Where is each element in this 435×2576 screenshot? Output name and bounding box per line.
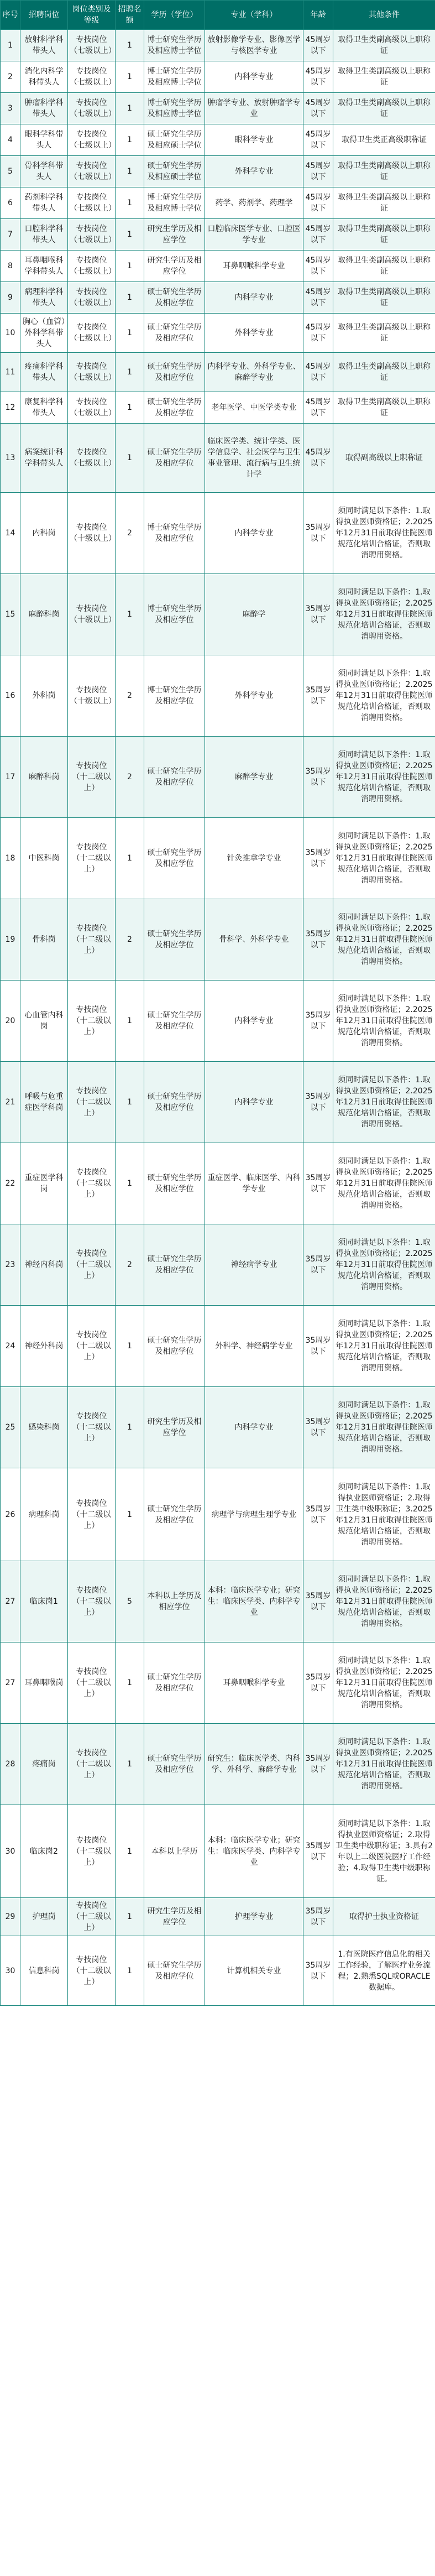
row-major: 肿瘤学专业、放射肿瘤学专业 [205, 93, 303, 124]
row-education: 硕士研究生学历及相应硕士学位 [144, 156, 205, 187]
row-count: 1 [116, 818, 144, 899]
row-education: 硕士研究生学历及相应学位 [144, 1468, 205, 1561]
table-row [1, 251, 435, 282]
row-count: 1 [116, 1062, 144, 1143]
row-major: 内科学专业 [205, 61, 303, 93]
table-row [1, 1805, 435, 1898]
row-category: 专技岗位（十级以上） [68, 655, 116, 737]
row-other-conditions: 须同时满足以下条件：1.取得执业医师资格证；2.2025年12月31日前取得住院医师规范化培训合格证，否则取消聘用资格。 [333, 1143, 435, 1224]
row-education: 硕士研究生学历及相应学位 [144, 1306, 205, 1387]
table-row [1, 156, 435, 187]
row-major: 病理学与病理生理学专业 [205, 1468, 303, 1561]
table-row [1, 124, 435, 156]
row-major: 内科学专业、外科学专业、麻醉学专业 [205, 353, 303, 392]
row-category: 专技岗位（十二级以上） [68, 1387, 116, 1468]
row-other-conditions: 须同时满足以下条件：1.取得执业医师资格证；2.2025年12月31日前取得住院医师规范化培训合格证，否则取消聘用资格。 [333, 655, 435, 737]
row-major: 重症医学、临床医学、内科学专业 [205, 1143, 303, 1224]
row-other-conditions: 取得卫生类副高级以上职称证 [333, 282, 435, 314]
row-age: 35周岁以下 [303, 574, 333, 655]
col-header-major: 专业（学科） [205, 1, 303, 30]
row-no: 13 [1, 424, 20, 493]
row-age: 45周岁以下 [303, 93, 333, 124]
row-other-conditions: 须同时满足以下条件：1.取得执业医师资格证；2.2025年12月31日前取得住院医师规范化培训合格证，否则取消聘用资格。 [333, 1724, 435, 1805]
row-education: 博士研究生学历及相应博士学位 [144, 93, 205, 124]
row-count: 1 [116, 981, 144, 1062]
row-other-conditions: 取得卫生类副高级以上职称证 [333, 61, 435, 93]
row-position: 耳鼻咽喉科学科带头人 [20, 251, 68, 282]
row-category: 专技岗位（七级以上） [68, 30, 116, 61]
table-row [1, 1143, 435, 1224]
row-category: 专技岗位（七级以上） [68, 353, 116, 392]
row-education: 研究生学历及相应学位 [144, 251, 205, 282]
row-category: 专技岗位（七级以上） [68, 392, 116, 424]
row-count: 2 [116, 737, 144, 818]
table-row [1, 314, 435, 353]
row-education: 硕士研究生学历及相应学位 [144, 1936, 205, 2006]
row-education: 博士研究生学历及相应学位 [144, 655, 205, 737]
row-count: 1 [116, 282, 144, 314]
row-no: 29 [1, 1898, 20, 1936]
row-position: 骨科学科带头人 [20, 156, 68, 187]
row-count: 1 [116, 574, 144, 655]
row-no: 17 [1, 737, 20, 818]
row-age: 35周岁以下 [303, 1936, 333, 2006]
row-category: 专技岗位（十二级以上） [68, 1062, 116, 1143]
row-major: 老年医学、中医学类专业 [205, 392, 303, 424]
row-major: 放射影像学专业、影像医学与核医学专业 [205, 30, 303, 61]
row-major: 内科学专业 [205, 1387, 303, 1468]
row-education: 硕士研究生学历及相应学位 [144, 1062, 205, 1143]
row-count: 2 [116, 1224, 144, 1306]
row-age: 45周岁以下 [303, 353, 333, 392]
row-position: 骨科岗 [20, 899, 68, 981]
table-row [1, 737, 435, 818]
table-row [1, 219, 435, 251]
row-major: 本科：临床医学专业；研究生：临床医学类、内科学专业 [205, 1805, 303, 1898]
row-major: 耳鼻咽喉科学专业 [205, 1642, 303, 1724]
row-other-conditions: 须同时满足以下条件：1.取得执业医师资格证；2.2025年12月31日前取得住院医师规范化培训合格证，否则取消聘用资格。 [333, 574, 435, 655]
row-other-conditions: 须同时满足以下条件：1.取得执业医师资格证；2.2025年12月31日前取得住院医师规范化培训合格证，否则取消聘用资格。 [333, 818, 435, 899]
row-no: 22 [1, 1143, 20, 1224]
row-no: 23 [1, 1224, 20, 1306]
row-major: 内科学专业 [205, 981, 303, 1062]
row-age: 45周岁以下 [303, 187, 333, 219]
row-education: 硕士研究生学历及相应学位 [144, 1642, 205, 1724]
row-other-conditions: 取得卫生类副高级以上职称证 [333, 392, 435, 424]
row-other-conditions: 须同时满足以下条件：1.取得执业医师资格证；2.2025年12月31日前取得住院医师规范化培训合格证，否则取消聘用资格。 [333, 1224, 435, 1306]
row-major: 内科学专业 [205, 1062, 303, 1143]
row-age: 35周岁以下 [303, 1642, 333, 1724]
row-category: 专技岗位（十级以上） [68, 574, 116, 655]
row-position: 外科岗 [20, 655, 68, 737]
row-age: 35周岁以下 [303, 1062, 333, 1143]
row-education: 本科以上学历及相应学位 [144, 1561, 205, 1642]
row-category: 专技岗位（七级以上） [68, 124, 116, 156]
row-no: 26 [1, 1468, 20, 1561]
row-other-conditions: 取得卫生类副高级以上职称证 [333, 353, 435, 392]
row-category: 专技岗位（七级以上） [68, 251, 116, 282]
row-education: 硕士研究生学历及相应学位 [144, 1224, 205, 1306]
row-position: 临床岗1 [20, 1561, 68, 1642]
row-no: 8 [1, 251, 20, 282]
row-education: 研究生学历及相应学位 [144, 1898, 205, 1936]
row-major: 临床医学类、统计学类、医学信息学、社会医学与卫生事业管理、流行病与卫生统计学 [205, 424, 303, 493]
table-row [1, 1224, 435, 1306]
table-row [1, 981, 435, 1062]
table-row [1, 61, 435, 93]
row-category: 专技岗位（十二级以上） [68, 1306, 116, 1387]
row-major: 内科学专业 [205, 282, 303, 314]
row-position: 口腔科学科带头人 [20, 219, 68, 251]
table-row [1, 818, 435, 899]
row-age: 45周岁以下 [303, 156, 333, 187]
row-position: 麻醉科岗 [20, 737, 68, 818]
row-education: 硕士研究生学历及相应学位 [144, 737, 205, 818]
row-count: 1 [116, 93, 144, 124]
row-position: 内科岗 [20, 493, 68, 574]
row-position: 药剂科学科带头人 [20, 187, 68, 219]
table-row [1, 899, 435, 981]
row-count: 1 [116, 1936, 144, 2006]
row-category: 专技岗位（七级以上） [68, 424, 116, 493]
row-no: 4 [1, 124, 20, 156]
row-education: 硕士研究生学历及相应学位 [144, 818, 205, 899]
row-category: 专技岗位（七级以上） [68, 156, 116, 187]
table-row [1, 1561, 435, 1642]
row-other-conditions: 取得护士执业资格证 [333, 1898, 435, 1936]
row-no: 5 [1, 156, 20, 187]
row-age: 35周岁以下 [303, 493, 333, 574]
row-position: 眼科学科带头人 [20, 124, 68, 156]
row-age: 35周岁以下 [303, 1805, 333, 1898]
row-category: 专技岗位（十二级以上） [68, 737, 116, 818]
row-other-conditions: 取得副高级以上职称证 [333, 424, 435, 493]
row-no: 1 [1, 30, 20, 61]
row-age: 45周岁以下 [303, 219, 333, 251]
row-other-conditions: 取得卫生类副高级以上职称证 [333, 251, 435, 282]
row-position: 胸心（血管）外科学科带头人 [20, 314, 68, 353]
row-education: 本科以上学历 [144, 1805, 205, 1898]
row-age: 35周岁以下 [303, 1561, 333, 1642]
row-age: 35周岁以下 [303, 981, 333, 1062]
table-row [1, 1062, 435, 1143]
row-position: 神经内科岗 [20, 1224, 68, 1306]
row-position: 信息科岗 [20, 1936, 68, 2006]
row-position: 呼吸与危重症医学科岗 [20, 1062, 68, 1143]
table-row [1, 1306, 435, 1387]
row-no: 10 [1, 314, 20, 353]
row-age: 45周岁以下 [303, 30, 333, 61]
row-major: 研究生：临床医学类、内科学、外科学、麻醉学专业 [205, 1724, 303, 1805]
row-education: 博士研究生学历及相应博士学位 [144, 187, 205, 219]
row-count: 2 [116, 655, 144, 737]
row-position: 神经外科岗 [20, 1306, 68, 1387]
row-no: 27 [1, 1642, 20, 1724]
row-education: 硕士研究生学历及相应学位 [144, 282, 205, 314]
row-major: 口腔临床医学专业、口腔医学专业 [205, 219, 303, 251]
row-education: 硕士研究生学历及相应学位 [144, 424, 205, 493]
row-count: 1 [116, 1387, 144, 1468]
row-position: 重症医学科岗 [20, 1143, 68, 1224]
row-major: 耳鼻咽喉科学专业 [205, 251, 303, 282]
table-row [1, 1642, 435, 1724]
row-major: 外科学专业 [205, 314, 303, 353]
row-count: 1 [116, 1724, 144, 1805]
row-count: 1 [116, 1642, 144, 1724]
table-row [1, 1898, 435, 1936]
row-education: 研究生学历及相应学位 [144, 219, 205, 251]
row-position: 耳鼻咽喉岗 [20, 1642, 68, 1724]
row-no: 6 [1, 187, 20, 219]
row-major: 眼科学专业 [205, 124, 303, 156]
row-no: 30 [1, 1805, 20, 1898]
row-position: 放射科学科带头人 [20, 30, 68, 61]
row-category: 专技岗位（七级以上） [68, 282, 116, 314]
row-age: 35周岁以下 [303, 737, 333, 818]
row-category: 专技岗位（十二级以上） [68, 899, 116, 981]
row-other-conditions: 取得卫生类副高级以上职称证 [333, 156, 435, 187]
row-category: 专技岗位（十二级以上） [68, 1561, 116, 1642]
row-age: 45周岁以下 [303, 124, 333, 156]
row-position: 中医科岗 [20, 818, 68, 899]
row-no: 7 [1, 219, 20, 251]
row-age: 35周岁以下 [303, 655, 333, 737]
row-count: 5 [116, 1561, 144, 1642]
row-education: 博士研究生学历及相应学位 [144, 574, 205, 655]
row-other-conditions: 须同时满足以下条件：1.取得执业医师资格证；2.2025年12月31日前取得住院医师规范化培训合格证，否则取消聘用资格。 [333, 1306, 435, 1387]
row-other-conditions: 须同时满足以下条件：1.取得执业医师资格证；2.2025年12月31日前取得住院医师规范化培训合格证，否则取消聘用资格。 [333, 493, 435, 574]
col-header-category: 岗位类别及等级 [68, 1, 116, 30]
table-row [1, 30, 435, 61]
row-age: 35周岁以下 [303, 1468, 333, 1561]
table-row [1, 1387, 435, 1468]
row-other-conditions: 须同时满足以下条件：1.取得执业医师资格证；2.取得卫生类中级职称证；3.具有2年以上二级医院医疗工作经验；4.取得卫生类中级职称证。 [333, 1805, 435, 1898]
row-position: 麻醉科岗 [20, 574, 68, 655]
row-age: 35周岁以下 [303, 1306, 333, 1387]
row-no: 18 [1, 818, 20, 899]
row-count: 1 [116, 219, 144, 251]
row-other-conditions: 须同时满足以下条件：1.取得执业医师资格证；2.2025年12月31日前取得住院医师规范化培训合格证，否则取消聘用资格。 [333, 899, 435, 981]
row-category: 专技岗位（七级以上） [68, 219, 116, 251]
table-row [1, 424, 435, 493]
row-category: 专技岗位（十级以上） [68, 493, 116, 574]
row-other-conditions: 取得卫生类副高级以上职称证 [333, 219, 435, 251]
row-other-conditions: 须同时满足以下条件：1.取得执业医师资格证；2.取得卫生类中级职称证；3.2025年12月31日前取得住院医师规范化培训合格证，否则取消聘用资格。 [333, 1468, 435, 1561]
row-category: 专技岗位（十二级以上） [68, 818, 116, 899]
table-row [1, 187, 435, 219]
table-row [1, 493, 435, 574]
row-count: 1 [116, 251, 144, 282]
row-position: 护理岗 [20, 1898, 68, 1936]
row-other-conditions: 取得卫生类副高级以上职称证 [333, 314, 435, 353]
row-age: 35周岁以下 [303, 1387, 333, 1468]
row-age: 45周岁以下 [303, 424, 333, 493]
row-other-conditions: 取得卫生类正高级职称证 [333, 124, 435, 156]
row-age: 45周岁以下 [303, 392, 333, 424]
row-position: 病案统计科学科带头人 [20, 424, 68, 493]
row-position: 肿瘤科学科带头人 [20, 93, 68, 124]
table-header [1, 1, 435, 30]
row-count: 1 [116, 124, 144, 156]
table-row [1, 1468, 435, 1561]
row-count: 1 [116, 1306, 144, 1387]
row-no: 28 [1, 1724, 20, 1805]
header-row [1, 1, 435, 30]
row-education: 硕士研究生学历及相应学位 [144, 314, 205, 353]
row-age: 45周岁以下 [303, 61, 333, 93]
row-age: 45周岁以下 [303, 251, 333, 282]
col-header-count: 招聘名额 [116, 1, 144, 30]
table-row [1, 1724, 435, 1805]
row-age: 35周岁以下 [303, 1143, 333, 1224]
row-no: 20 [1, 981, 20, 1062]
row-major: 计算机相关专业 [205, 1936, 303, 2006]
row-no: 30 [1, 1936, 20, 2006]
row-other-conditions: 取得卫生类副高级以上职称证 [333, 93, 435, 124]
row-education: 硕士研究生学历及相应学位 [144, 353, 205, 392]
row-education: 硕士研究生学历及相应硕士学位 [144, 124, 205, 156]
row-no: 19 [1, 899, 20, 981]
row-major: 针灸推拿学专业 [205, 818, 303, 899]
row-other-conditions: 须同时满足以下条件：1.取得执业医师资格证；2.2025年12月31日前取得住院医师规范化培训合格证，否则取消聘用资格。 [333, 1062, 435, 1143]
row-no: 11 [1, 353, 20, 392]
row-other-conditions: 须同时满足以下条件：1.取得执业医师资格证；2.2025年12月31日前取得住院医师规范化培训合格证，否则取消聘用资格。 [333, 1642, 435, 1724]
row-no: 27 [1, 1561, 20, 1642]
row-no: 2 [1, 61, 20, 93]
row-education: 博士研究生学历及相应博士学位 [144, 61, 205, 93]
row-major: 外科学专业 [205, 156, 303, 187]
row-category: 专技岗位（十二级以上） [68, 1143, 116, 1224]
row-position: 感染科岗 [20, 1387, 68, 1468]
table-row [1, 353, 435, 392]
row-position: 病理科岗 [20, 1468, 68, 1561]
row-major: 麻醉学 [205, 574, 303, 655]
row-age: 35周岁以下 [303, 818, 333, 899]
row-other-conditions: 须同时满足以下条件：1.取得执业医师资格证；2.2025年12月31日前取得住院医师规范化培训合格证，否则取消聘用资格。 [333, 1387, 435, 1468]
row-no: 24 [1, 1306, 20, 1387]
row-category: 专技岗位（十二级以上） [68, 1468, 116, 1561]
row-no: 21 [1, 1062, 20, 1143]
row-category: 专技岗位（十二级以上） [68, 1898, 116, 1936]
row-count: 2 [116, 899, 144, 981]
table-row [1, 392, 435, 424]
row-position: 心血管内科岗 [20, 981, 68, 1062]
col-header-position: 招聘岗位 [20, 1, 68, 30]
row-other-conditions: 取得卫生类副高级以上职称证 [333, 30, 435, 61]
row-position: 临床岗2 [20, 1805, 68, 1898]
row-education: 硕士研究生学历及相应学位 [144, 1724, 205, 1805]
row-count: 1 [116, 314, 144, 353]
row-major: 骨科学、外科学专业 [205, 899, 303, 981]
row-age: 45周岁以下 [303, 314, 333, 353]
row-no: 16 [1, 655, 20, 737]
row-position: 消化内科学科带头人 [20, 61, 68, 93]
table-body [1, 30, 435, 2006]
row-education: 硕士研究生学历及相应学位 [144, 981, 205, 1062]
row-count: 1 [116, 353, 144, 392]
row-category: 专技岗位（十二级以上） [68, 1724, 116, 1805]
row-count: 1 [116, 30, 144, 61]
row-other-conditions: 1.有医院医疗信息化的相关工作经验，了解医疗业务流程；2.熟悉SQL或ORACLE数据库。 [333, 1936, 435, 2006]
row-category: 专技岗位（七级以上） [68, 93, 116, 124]
col-header-age: 年龄 [303, 1, 333, 30]
table-row [1, 655, 435, 737]
row-category: 专技岗位（十二级以上） [68, 981, 116, 1062]
row-education: 硕士研究生学历及相应学位 [144, 899, 205, 981]
row-education: 博士研究生学历及相应博士学位 [144, 30, 205, 61]
row-count: 1 [116, 61, 144, 93]
row-major: 护理学专业 [205, 1898, 303, 1936]
row-education: 博士研究生学历及相应学位 [144, 493, 205, 574]
col-header-no: 序号 [1, 1, 20, 30]
row-no: 14 [1, 493, 20, 574]
row-no: 3 [1, 93, 20, 124]
row-education: 研究生学历及相应学位 [144, 1387, 205, 1468]
row-count: 2 [116, 493, 144, 574]
row-major: 本科：临床医学专业；研究生：临床医学类、内科学专业 [205, 1561, 303, 1642]
row-category: 专技岗位（十二级以上） [68, 1642, 116, 1724]
row-major: 外科学、神经病学专业 [205, 1306, 303, 1387]
table-row [1, 574, 435, 655]
row-category: 专技岗位（十二级以上） [68, 1224, 116, 1306]
row-count: 1 [116, 392, 144, 424]
row-age: 35周岁以下 [303, 1898, 333, 1936]
row-position: 康复科学科带头人 [20, 392, 68, 424]
row-age: 35周岁以下 [303, 899, 333, 981]
row-position: 疼痛岗 [20, 1724, 68, 1805]
row-major: 外科学专业 [205, 655, 303, 737]
row-no: 9 [1, 282, 20, 314]
row-count: 1 [116, 1468, 144, 1561]
row-category: 专技岗位（十二级以上） [68, 1805, 116, 1898]
col-header-other: 其他条件 [333, 1, 435, 30]
row-age: 35周岁以下 [303, 1724, 333, 1805]
row-major: 药学、药剂学、药理学 [205, 187, 303, 219]
row-other-conditions: 须同时满足以下条件：1.取得执业医师资格证；2.2025年12月31日前取得住院医师规范化培训合格证，否则取消聘用资格。 [333, 737, 435, 818]
row-count: 1 [116, 1898, 144, 1936]
col-header-education: 学历（学位） [144, 1, 205, 30]
row-no: 25 [1, 1387, 20, 1468]
row-age: 45周岁以下 [303, 282, 333, 314]
row-other-conditions: 取得卫生类副高级以上职称证 [333, 187, 435, 219]
row-category: 专技岗位（七级以上） [68, 187, 116, 219]
row-category: 专技岗位（七级以上） [68, 61, 116, 93]
row-count: 1 [116, 1143, 144, 1224]
row-age: 35周岁以下 [303, 1224, 333, 1306]
row-major: 神经病学专业 [205, 1224, 303, 1306]
row-count: 1 [116, 187, 144, 219]
row-education: 硕士研究生学历及相应学位 [144, 1143, 205, 1224]
table-row [1, 1936, 435, 2006]
row-count: 1 [116, 424, 144, 493]
table-row [1, 93, 435, 124]
row-no: 12 [1, 392, 20, 424]
row-no: 15 [1, 574, 20, 655]
row-major: 麻醉学专业 [205, 737, 303, 818]
row-count: 1 [116, 1805, 144, 1898]
row-category: 专技岗位（十二级以上） [68, 1936, 116, 2006]
row-major: 内科学专业 [205, 493, 303, 574]
row-count: 1 [116, 156, 144, 187]
table-row [1, 282, 435, 314]
row-education: 硕士研究生学历及相应学位 [144, 392, 205, 424]
row-position: 病理科学科带头人 [20, 282, 68, 314]
row-position: 疼痛科学科带头人 [20, 353, 68, 392]
row-other-conditions: 须同时满足以下条件：1.取得执业医师资格证；2.2025年12月31日前取得住院医师规范化培训合格证，否则取消聘用资格。 [333, 1561, 435, 1642]
row-category: 专技岗位（七级以上） [68, 314, 116, 353]
row-other-conditions: 须同时满足以下条件：1.取得执业医师资格证；2.2025年12月31日前取得住院医师规范化培训合格证，否则取消聘用资格。 [333, 981, 435, 1062]
